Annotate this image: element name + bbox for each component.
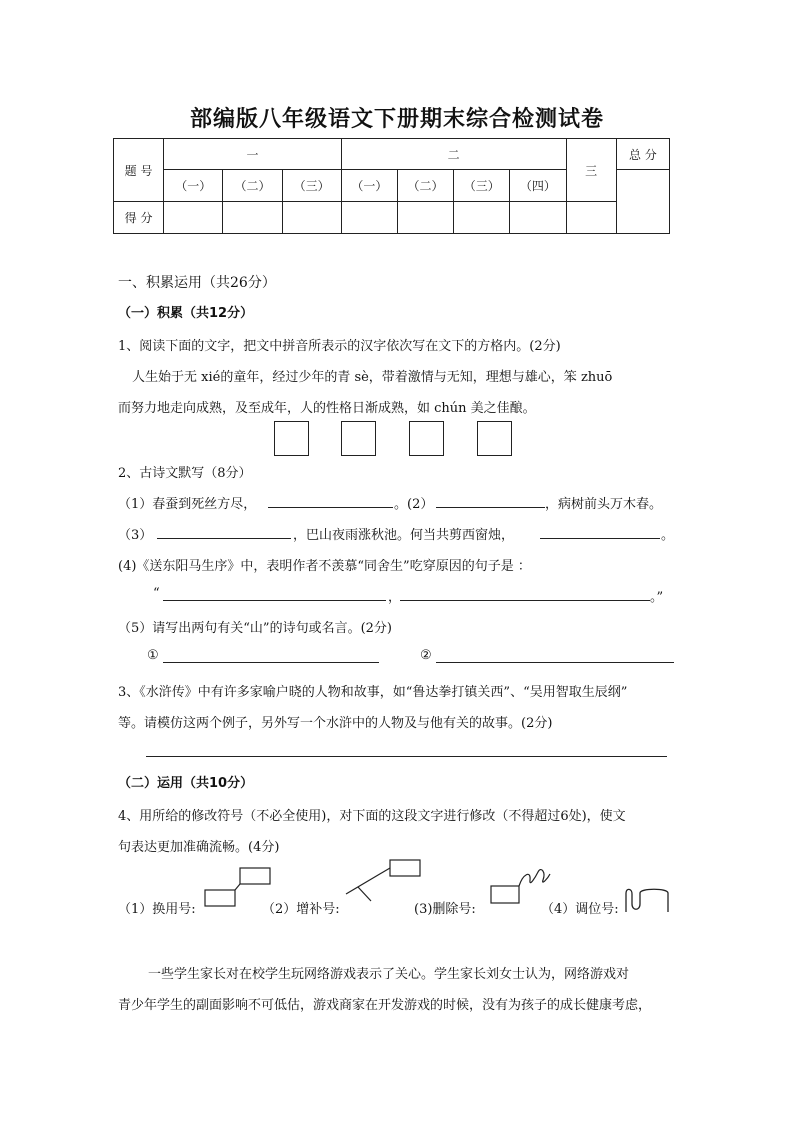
- part1-sub-3: （三）: [282, 170, 341, 202]
- part3-header: 三: [566, 139, 616, 202]
- page-title: 部编版八年级语文下册期末综合检测试卷: [189, 107, 604, 132]
- q2-line2-c: 。: [661, 528, 675, 543]
- q1-prompt: 1、阅读下面的文字，把文中拼音所表示的汉字依次写在文下的方格内。(2分): [118, 339, 561, 354]
- symbol-insert-label: （2）增补号:: [262, 902, 340, 917]
- q2-line1-a: （1）春蚕到死丝方尽，: [118, 497, 257, 512]
- sub2-heading: （二）运用（共10分）: [118, 776, 254, 791]
- part2-sub-4: （四）: [510, 170, 566, 202]
- part2-sub-1: （一）: [341, 170, 397, 202]
- q2-line2-a: （3）: [118, 528, 153, 543]
- q2-line1-c: ，病树前头万木春。: [545, 497, 663, 512]
- q2-line5: （5）请写出两句有关“山”的诗句或名言。(2分): [118, 621, 392, 636]
- q4-line2: 句表达更加准确流畅。(4分): [118, 840, 280, 855]
- part2-sub-3: （三）: [454, 170, 510, 202]
- symbol-delete-label: (3)删除号:: [414, 902, 476, 917]
- part1-header: 一: [164, 139, 342, 170]
- part1-sub-2: （二）: [223, 170, 282, 202]
- q1-text-line1: 人生始于无 xié的童年，经过少年的青 sè，带着激情与无知，理想与雄心，笨 zhuō: [132, 370, 613, 385]
- replace-symbol: [205, 868, 270, 906]
- sub1-heading: （一）积累（共12分）: [118, 306, 254, 321]
- label-question-number: 题 号: [114, 139, 164, 202]
- q2-line2-b: ，巴山夜雨涨秋池。何当共剪西窗烛，: [293, 528, 515, 543]
- section1-heading: 一、积累运用（共26分）: [118, 275, 276, 291]
- part1-sub-1: （一）: [164, 170, 223, 202]
- circle-marker-2: ②: [420, 648, 432, 663]
- q3-line2: 等。请模仿这两个例子，另外写一个水浒中的人物及与他有关的故事。(2分): [118, 716, 553, 731]
- q2-line4-mid: ，: [388, 590, 402, 605]
- label-score: 得 分: [114, 202, 164, 234]
- q2-line1-b: 。(2）: [394, 497, 434, 512]
- symbol-reorder-label: （4）调位号:: [541, 902, 619, 917]
- q2-line3: (4)《送东阳马生序》中，表明作者不羡慕“同舍生”吃穿原因的句子是 ：: [118, 559, 531, 574]
- q1-text-line2: 而努力地走向成熟，及至成年，人的性格日渐成熟，如 chún 美之佳酿。: [118, 401, 536, 416]
- q2-prompt: 2、古诗文默写（8分）: [118, 466, 252, 481]
- circle-marker-1: ①: [147, 648, 159, 663]
- passage-line2: 青少年学生的副面影响不可低估，游戏商家在开发游戏的时候，没有为孩子的成长健康考虑，: [118, 998, 652, 1013]
- insert-symbol: [346, 860, 420, 901]
- passage-line1: 一些学生家长对在校学生玩网络游戏表示了关心。学生家长刘女士认为，网络游戏对: [148, 967, 630, 982]
- q4-line1: 4、用所给的修改符号（不必全使用)，对下面的这段文字进行修改（不得超过6处)，使文: [118, 809, 626, 824]
- q3-line1: 3、《水浒传》中有许多家喻户晓的人物和故事，如“鲁达拳打镇关西”、“吴用智取生辰纲”: [118, 685, 628, 700]
- part2-sub-2: （二）: [397, 170, 453, 202]
- q2-line4-close: 。”: [650, 590, 664, 605]
- delete-symbol: [491, 870, 550, 903]
- total-header: 总 分: [616, 139, 669, 170]
- part2-header: 二: [341, 139, 566, 170]
- reorder-symbol: [626, 889, 668, 912]
- symbol-replace-label: （1）换用号:: [118, 902, 196, 917]
- q2-line4-open: “: [153, 586, 160, 601]
